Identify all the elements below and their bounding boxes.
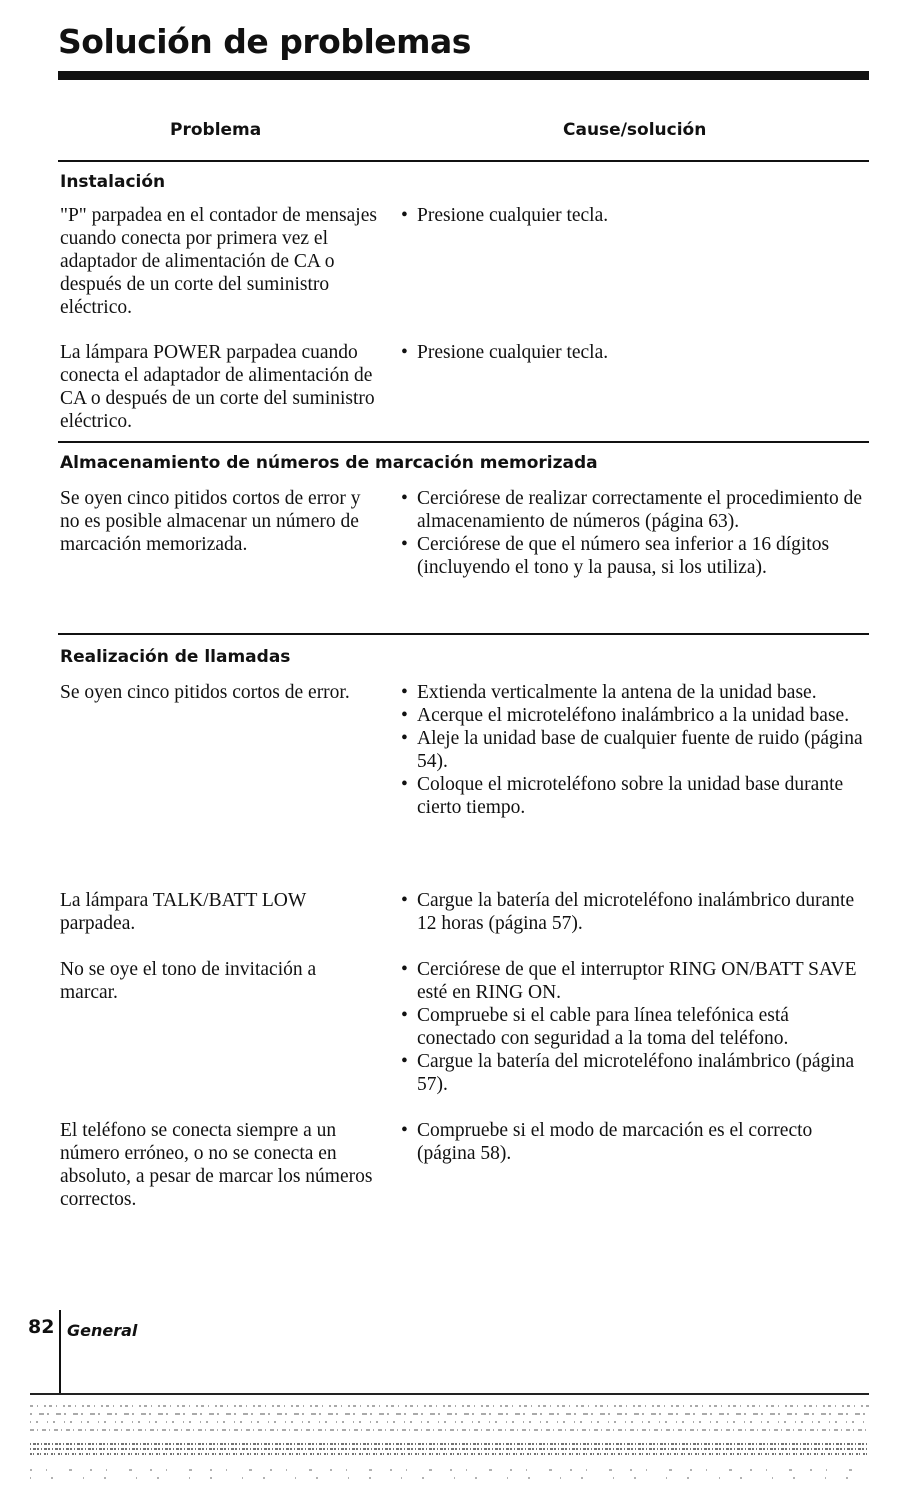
solution-item: • Presione cualquier tecla. — [399, 341, 869, 364]
solution-item: • Presione cualquier tecla. — [399, 204, 869, 227]
solution-item: • Compruebe si el modo de marcación es el correcto (página 58). — [399, 1119, 869, 1165]
problem-text: Se oyen cinco pitidos cortos de error y no es posible almacenar un número de marcación memorizada. — [60, 488, 361, 555]
page-title: Solución de problemas — [58, 22, 471, 61]
section-divider — [58, 633, 869, 635]
problem-text: No se oye el tono de invitación a marcar. — [60, 959, 317, 1003]
solution-list — [399, 487, 869, 579]
section-divider — [58, 160, 869, 162]
problem-text: Se oyen cinco pitidos cortos de error. — [60, 682, 350, 703]
solution-item: • Cargue la batería del microteléfono inalámbrico durante 12 horas (página 57). — [399, 889, 869, 935]
problem-text: El teléfono se conecta siempre a un número erróneo, o no se conecta en absoluto, a pesar de marcar los números correctos. — [60, 1120, 373, 1210]
title-rule — [58, 71, 869, 80]
solution-item: • Cerciórese de que el número sea inferior a 16 dígitos (incluyendo el tono y la pausa, si los utiliza). — [399, 533, 869, 579]
scan-noise-decoration — [30, 1400, 869, 1490]
solution-list — [399, 1119, 869, 1165]
footer-divider — [59, 1310, 61, 1394]
solution-list — [399, 958, 869, 1096]
solution-item: • Cerciórese de realizar correctamente el procedimiento de almacenamiento de números (página 63). — [399, 487, 869, 533]
problem-text: La lámpara POWER parpadea cuando conecta el adaptador de alimentación de CA o después de un corte del suministro eléctrico. — [60, 342, 375, 432]
footer-section-label: General — [67, 1321, 138, 1340]
footer-rule — [30, 1393, 869, 1395]
solution-item: • Extienda verticalmente la antena de la unidad base. — [399, 681, 869, 704]
page-number: 82 — [28, 1316, 55, 1338]
solution-item: • Cargue la batería del microteléfono inalámbrico (página 57). — [399, 1050, 869, 1096]
problem-text: "P" parpadea en el contador de mensajes cuando conecta por primera vez el adaptador de alimentación de CA o después de un corte del suministro eléctrico. — [60, 205, 377, 318]
solution-list — [399, 889, 869, 935]
solution-list — [399, 341, 869, 364]
column-header-problem: Problema — [170, 120, 262, 140]
solution-list — [399, 204, 869, 227]
solution-item: • Coloque el microteléfono sobre la unidad base durante cierto tiempo. — [399, 773, 869, 819]
solution-list — [399, 681, 869, 819]
solution-item: • Acerque el microteléfono inalámbrico a la unidad base. — [399, 704, 869, 727]
column-header-solution: Cause/solución — [563, 120, 707, 140]
solution-item: • Aleje la unidad base de cualquier fuente de ruido (página 54). — [399, 727, 869, 773]
problem-text: La lámpara TALK/BATT LOW parpadea. — [60, 890, 306, 934]
solution-item: • Cerciórese de que el interruptor RING ON/BATT SAVE esté en RING ON. — [399, 958, 869, 1004]
section-title-llamadas: Realización de llamadas — [60, 647, 291, 667]
section-divider — [58, 441, 869, 443]
section-title-almacenamiento: Almacenamiento de números de marcación memorizada — [60, 453, 598, 473]
section-title-instalacion: Instalación — [60, 172, 166, 192]
solution-item: • Compruebe si el cable para línea telefónica está conectado con seguridad a la toma del teléfono. — [399, 1004, 869, 1050]
